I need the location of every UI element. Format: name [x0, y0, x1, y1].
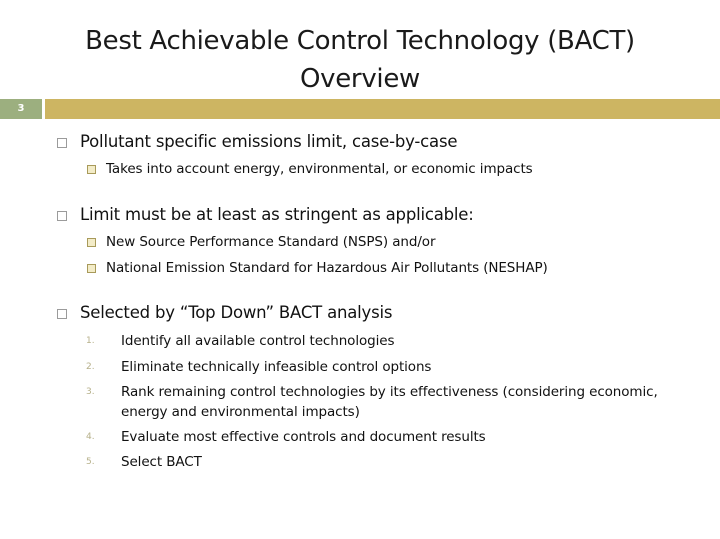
step-item-continuation: energy and environmental impacts)	[121, 404, 360, 420]
square-bullet-icon	[57, 211, 67, 221]
square-bullet-icon	[87, 238, 96, 247]
slide-title	[0, 22, 720, 98]
slide-number-badge: 3	[0, 99, 42, 119]
step-item: Evaluate most effective controls and document results	[121, 429, 486, 445]
square-bullet-icon	[57, 138, 67, 148]
slide-title-line2: Overview	[299, 64, 420, 94]
step-number: 4.	[86, 432, 95, 442]
bullet-level2: National Emission Standard for Hazardous Air Pollutants (NESHAP)	[106, 260, 548, 276]
step-item: Identify all available control technologies	[121, 333, 395, 349]
square-bullet-icon	[57, 309, 67, 319]
step-number: 5.	[86, 457, 95, 467]
step-item: Rank remaining control technologies by its effectiveness (considering economic,	[121, 384, 658, 400]
step-number: 1.	[86, 336, 95, 346]
step-number: 3.	[86, 387, 95, 397]
step-item: Eliminate technically infeasible control options	[121, 359, 432, 375]
step-item: Select BACT	[121, 454, 202, 470]
bullet-level1: Pollutant specific emissions limit, case-by-case	[80, 132, 458, 151]
slide-title-line1: Best Achievable Control Technology (BACT)	[85, 26, 635, 56]
title-divider-bar	[45, 99, 720, 119]
bullet-level1: Limit must be at least as stringent as applicable:	[80, 205, 474, 224]
step-number: 2.	[86, 362, 95, 372]
square-bullet-icon	[87, 165, 96, 174]
bullet-level2: New Source Performance Standard (NSPS) and/or	[106, 234, 436, 250]
bullet-level1: Selected by “Top Down” BACT analysis	[80, 303, 393, 322]
bullet-level2: Takes into account energy, environmental, or economic impacts	[106, 161, 533, 177]
square-bullet-icon	[87, 264, 96, 273]
